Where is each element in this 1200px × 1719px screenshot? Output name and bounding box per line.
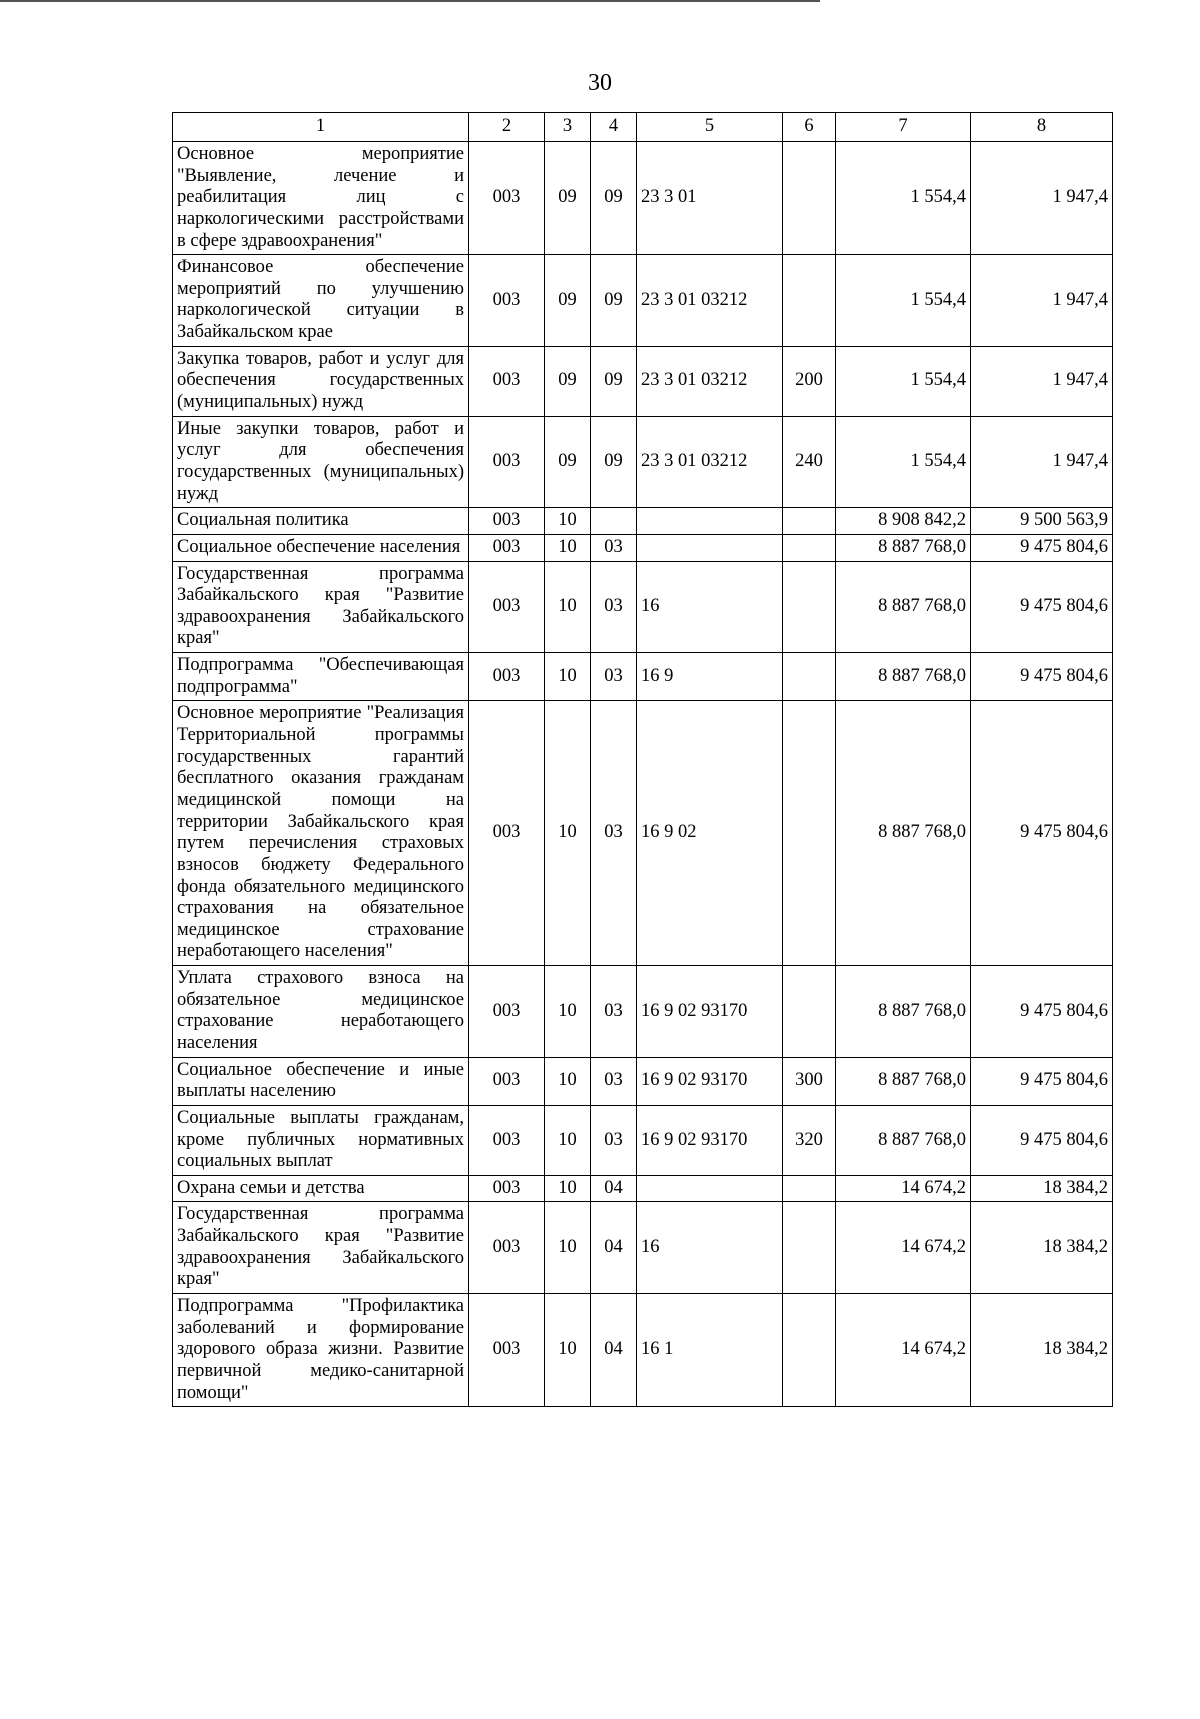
section-code-cell: 09	[545, 142, 591, 255]
section-code-cell: 09	[545, 346, 591, 416]
amount-col7-cell: 14 674,2	[836, 1294, 971, 1407]
table-header-row	[173, 113, 1113, 142]
ministry-code-cell: 003	[469, 1202, 545, 1294]
amount-col8-cell: 1 947,4	[971, 346, 1113, 416]
subsection-code-cell: 03	[591, 561, 637, 653]
target-article-cell: 23 3 01 03212	[637, 255, 783, 347]
subsection-code-cell: 09	[591, 346, 637, 416]
ministry-code-cell: 003	[469, 142, 545, 255]
expense-type-cell: 200	[783, 346, 836, 416]
amount-col8-cell: 9 475 804,6	[971, 1105, 1113, 1175]
amount-col7-cell: 8 887 768,0	[836, 1105, 971, 1175]
column-header: 1	[173, 113, 469, 142]
row-name-cell: Государственная программа Забайкальского края "Развитие здравоохранения Забайкальского края"	[173, 1202, 469, 1294]
amount-col7-cell: 14 674,2	[836, 1202, 971, 1294]
section-code-cell: 10	[545, 966, 591, 1058]
amount-col7-cell: 8 887 768,0	[836, 966, 971, 1058]
scan-top-edge	[0, 0, 820, 2]
subsection-code-cell: 03	[591, 1057, 637, 1105]
subsection-code-cell: 03	[591, 653, 637, 701]
amount-col8-cell: 9 475 804,6	[971, 561, 1113, 653]
amount-col7-cell: 14 674,2	[836, 1175, 971, 1202]
table-row	[173, 346, 1113, 416]
expense-type-cell	[783, 534, 836, 561]
target-article-cell	[637, 534, 783, 561]
table-row	[173, 1294, 1113, 1407]
row-name-cell: Охрана семьи и детства	[173, 1175, 469, 1202]
amount-col8-cell: 9 500 563,9	[971, 508, 1113, 535]
ministry-code-cell: 003	[469, 255, 545, 347]
section-code-cell: 10	[545, 1105, 591, 1175]
amount-col7-cell: 8 908 842,2	[836, 508, 971, 535]
section-code-cell: 09	[545, 255, 591, 347]
subsection-code-cell	[591, 508, 637, 535]
section-code-cell: 10	[545, 534, 591, 561]
section-code-cell: 10	[545, 1057, 591, 1105]
ministry-code-cell: 003	[469, 416, 545, 508]
section-code-cell: 10	[545, 561, 591, 653]
column-header: 4	[591, 113, 637, 142]
column-header: 6	[783, 113, 836, 142]
amount-col8-cell: 9 475 804,6	[971, 1057, 1113, 1105]
table-row	[173, 1175, 1113, 1202]
row-name-cell: Социальная политика	[173, 508, 469, 535]
subsection-code-cell: 04	[591, 1202, 637, 1294]
amount-col8-cell: 18 384,2	[971, 1294, 1113, 1407]
column-header: 7	[836, 113, 971, 142]
target-article-cell	[637, 508, 783, 535]
subsection-code-cell: 03	[591, 1105, 637, 1175]
row-name-cell: Основное мероприятие "Реализация Территориальной программы государственных гарантий бесплатного оказания гражданам медицинской помощи на территории Забайкальского края путем перечисления страховых взносов бюджету Федерального фонда обязательного медицинского страхования на обязательное медицинское страхование неработающего населения"	[173, 701, 469, 966]
ministry-code-cell: 003	[469, 1105, 545, 1175]
table-body	[173, 142, 1113, 1407]
ministry-code-cell: 003	[469, 346, 545, 416]
subsection-code-cell: 04	[591, 1294, 637, 1407]
amount-col8-cell: 18 384,2	[971, 1202, 1113, 1294]
subsection-code-cell: 09	[591, 142, 637, 255]
row-name-cell: Социальное обеспечение и иные выплаты населению	[173, 1057, 469, 1105]
section-code-cell: 10	[545, 701, 591, 966]
row-name-cell: Основное мероприятие "Выявление, лечение и реабилитация лиц с наркологическими расстройствами в сфере здравоохранения"	[173, 142, 469, 255]
table-row	[173, 701, 1113, 966]
table-row	[173, 561, 1113, 653]
expense-type-cell	[783, 1294, 836, 1407]
amount-col7-cell: 8 887 768,0	[836, 701, 971, 966]
expense-type-cell: 320	[783, 1105, 836, 1175]
section-code-cell: 10	[545, 508, 591, 535]
row-name-cell: Подпрограмма "Профилактика заболеваний и формирование здорового образа жизни. Развитие первичной медико-санитарной помощи"	[173, 1294, 469, 1407]
table-row	[173, 416, 1113, 508]
target-article-cell: 23 3 01 03212	[637, 416, 783, 508]
row-name-cell: Социальные выплаты гражданам, кроме публичных нормативных социальных выплат	[173, 1105, 469, 1175]
amount-col7-cell: 1 554,4	[836, 255, 971, 347]
table-row	[173, 966, 1113, 1058]
expense-type-cell	[783, 966, 836, 1058]
subsection-code-cell: 03	[591, 701, 637, 966]
table-row	[173, 1202, 1113, 1294]
expense-type-cell	[783, 508, 836, 535]
expense-type-cell: 240	[783, 416, 836, 508]
subsection-code-cell: 09	[591, 255, 637, 347]
row-name-cell: Государственная программа Забайкальского края "Развитие здравоохранения Забайкальского края"	[173, 561, 469, 653]
row-name-cell: Закупка товаров, работ и услуг для обеспечения государственных (муниципальных) нужд	[173, 346, 469, 416]
row-name-cell: Финансовое обеспечение мероприятий по улучшению наркологической ситуации в Забайкальском крае	[173, 255, 469, 347]
ministry-code-cell: 003	[469, 534, 545, 561]
amount-col7-cell: 8 887 768,0	[836, 534, 971, 561]
target-article-cell: 16 9	[637, 653, 783, 701]
table-row	[173, 534, 1113, 561]
expense-type-cell	[783, 701, 836, 966]
subsection-code-cell: 09	[591, 416, 637, 508]
row-name-cell: Подпрограмма "Обеспечивающая подпрограмма"	[173, 653, 469, 701]
column-header: 8	[971, 113, 1113, 142]
ministry-code-cell: 003	[469, 508, 545, 535]
table-row	[173, 142, 1113, 255]
table-row	[173, 508, 1113, 535]
column-header: 5	[637, 113, 783, 142]
amount-col8-cell: 18 384,2	[971, 1175, 1113, 1202]
expense-type-cell: 300	[783, 1057, 836, 1105]
amount-col8-cell: 1 947,4	[971, 416, 1113, 508]
expense-type-cell	[783, 142, 836, 255]
table-row	[173, 653, 1113, 701]
table-row	[173, 1057, 1113, 1105]
page-number: 30	[588, 70, 612, 96]
amount-col7-cell: 1 554,4	[836, 416, 971, 508]
amount-col8-cell: 9 475 804,6	[971, 653, 1113, 701]
target-article-cell: 16	[637, 1202, 783, 1294]
amount-col8-cell: 9 475 804,6	[971, 966, 1113, 1058]
subsection-code-cell: 03	[591, 534, 637, 561]
ministry-code-cell: 003	[469, 1294, 545, 1407]
expense-type-cell	[783, 653, 836, 701]
amount-col8-cell: 9 475 804,6	[971, 701, 1113, 966]
amount-col7-cell: 8 887 768,0	[836, 1057, 971, 1105]
target-article-cell: 16 9 02 93170	[637, 1105, 783, 1175]
amount-col8-cell: 1 947,4	[971, 255, 1113, 347]
ministry-code-cell: 003	[469, 966, 545, 1058]
ministry-code-cell: 003	[469, 1175, 545, 1202]
subsection-code-cell: 03	[591, 966, 637, 1058]
row-name-cell: Социальное обеспечение населения	[173, 534, 469, 561]
column-header: 3	[545, 113, 591, 142]
ministry-code-cell: 003	[469, 561, 545, 653]
expense-type-cell	[783, 561, 836, 653]
row-name-cell: Уплата страхового взноса на обязательное медицинское страхование неработающего населения	[173, 966, 469, 1058]
target-article-cell: 16 9 02	[637, 701, 783, 966]
table-row	[173, 1105, 1113, 1175]
amount-col7-cell: 1 554,4	[836, 346, 971, 416]
target-article-cell: 16 1	[637, 1294, 783, 1407]
section-code-cell: 09	[545, 416, 591, 508]
target-article-cell	[637, 1175, 783, 1202]
amount-col8-cell: 9 475 804,6	[971, 534, 1113, 561]
ministry-code-cell: 003	[469, 653, 545, 701]
target-article-cell: 16	[637, 561, 783, 653]
column-header: 2	[469, 113, 545, 142]
amount-col7-cell: 8 887 768,0	[836, 561, 971, 653]
subsection-code-cell: 04	[591, 1175, 637, 1202]
ministry-code-cell: 003	[469, 1057, 545, 1105]
row-name-cell: Иные закупки товаров, работ и услуг для обеспечения государственных (муниципальных) нужд	[173, 416, 469, 508]
amount-col7-cell: 8 887 768,0	[836, 653, 971, 701]
table-row	[173, 255, 1113, 347]
amount-col7-cell: 1 554,4	[836, 142, 971, 255]
budget-table	[172, 112, 1113, 1407]
expense-type-cell	[783, 255, 836, 347]
section-code-cell: 10	[545, 653, 591, 701]
expense-type-cell	[783, 1202, 836, 1294]
ministry-code-cell: 003	[469, 701, 545, 966]
section-code-cell: 10	[545, 1202, 591, 1294]
target-article-cell: 23 3 01	[637, 142, 783, 255]
target-article-cell: 16 9 02 93170	[637, 966, 783, 1058]
target-article-cell: 23 3 01 03212	[637, 346, 783, 416]
section-code-cell: 10	[545, 1175, 591, 1202]
expense-type-cell	[783, 1175, 836, 1202]
section-code-cell: 10	[545, 1294, 591, 1407]
target-article-cell: 16 9 02 93170	[637, 1057, 783, 1105]
amount-col8-cell: 1 947,4	[971, 142, 1113, 255]
